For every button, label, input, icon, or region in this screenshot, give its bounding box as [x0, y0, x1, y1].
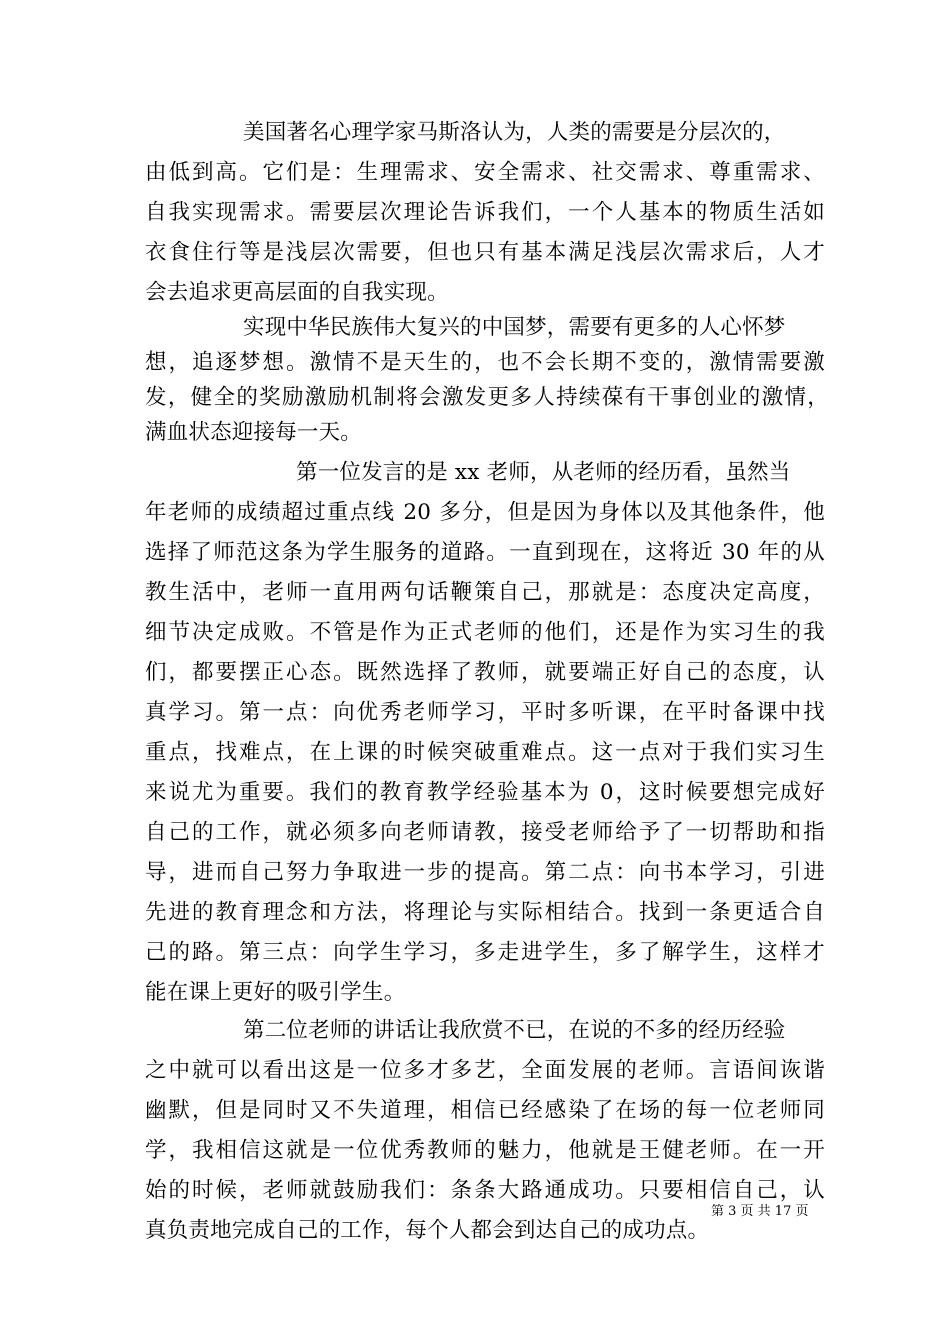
paragraph-4-line-2: 之中就可以看出这是一位多才多艺，全面发展的老师。言语间诙谐 — [145, 1058, 825, 1083]
page-number-footer: 第 3 页 共 17 页 — [711, 1204, 809, 1219]
paragraph-4-line-3: 幽默，但是同时又不失道理，相信已经感染了在场的每一位老师同 — [145, 1098, 825, 1123]
paragraph-3-line-9: 来说尤为重要。我们的教育教学经验基本为 0，这时候要想完成好 — [145, 780, 825, 805]
paragraph-3-line-1: 第一位发言的是 xx 老师，从老师的经历看，虽然当 — [296, 460, 791, 485]
paragraph-3-line-14: 能在课上更好的吸引学生。 — [145, 980, 406, 1005]
paragraph-2-line-4: 满血状态迎接每一天。 — [145, 420, 363, 445]
paragraph-1-line-3: 自我实现需求。需要层次理论告诉我们，一个人基本的物质生活如 — [145, 200, 825, 225]
paragraph-3-line-11: 导，进而自己努力争取进一步的提高。第二点：向书本学习，引进 — [145, 860, 825, 885]
paragraph-2-line-3: 发，健全的奖励激励机制将会激发更多人持续葆有干事创业的激情， — [145, 385, 829, 410]
paragraph-4-line-6: 真负责地完成自己的工作，每个人都会到达自己的成功点。 — [145, 1218, 710, 1243]
paragraph-3-line-2: 年老师的成绩超过重点线 20 多分，但是因为身体以及其他条件，他 — [145, 500, 825, 525]
paragraph-1-line-5: 会去追求更高层面的自我实现。 — [145, 280, 449, 305]
paragraph-4-line-5: 始的时候，老师就鼓励我们：条条大路通成功。只要相信自己，认 — [145, 1178, 825, 1203]
paragraph-3-line-10: 自己的工作，就必须多向老师请教，接受老师给予了一切帮助和指 — [145, 820, 825, 845]
paragraph-4-line-1: 第二位老师的讲话让我欣赏不已，在说的不多的经历经验 — [243, 1018, 786, 1043]
paragraph-3-line-6: 们，都要摆正心态。既然选择了教师，就要端正好自己的态度，认 — [145, 660, 825, 685]
paragraph-3-line-5: 细节决定成败。不管是作为正式老师的他们，还是作为实习生的我 — [145, 620, 825, 645]
paragraph-3-line-4: 教生活中，老师一直用两句话鞭策自己，那就是：态度决定高度， — [145, 580, 825, 605]
paragraph-2-line-1: 实现中华民族伟大复兴的中国梦，需要有更多的人心怀梦 — [243, 315, 786, 340]
paragraph-2-line-2: 想，追逐梦想。激情不是天生的，也不会长期不变的，激情需要激 — [145, 350, 825, 375]
paragraph-3-line-13: 己的路。第三点：向学生学习，多走进学生，多了解学生，这样才 — [145, 940, 825, 965]
paragraph-3-line-8: 重点，找难点，在上课的时候突破重难点。这一点对于我们实习生 — [145, 740, 825, 765]
paragraph-3-line-3: 选择了师范这条为学生服务的道路。一直到现在，这将近 30 年的从 — [145, 540, 825, 565]
paragraph-4-line-4: 学，我相信这就是一位优秀教师的魅力，他就是王健老师。在一开 — [145, 1138, 825, 1163]
paragraph-1-line-1: 美国著名心理学家马斯洛认为，人类的需要是分层次的， — [243, 120, 786, 145]
paragraph-3-line-7: 真学习。第一点：向优秀老师学习，平时多听课，在平时备课中找 — [145, 700, 825, 725]
paragraph-1-line-2: 由低到高。它们是：生理需求、安全需求、社交需求、尊重需求、 — [145, 160, 825, 185]
paragraph-3-line-12: 先进的教育理念和方法，将理论与实际相结合。找到一条更适合自 — [145, 900, 825, 925]
paragraph-1-line-4: 衣食住行等是浅层次需要，但也只有基本满足浅层次需求后，人才 — [145, 240, 825, 265]
